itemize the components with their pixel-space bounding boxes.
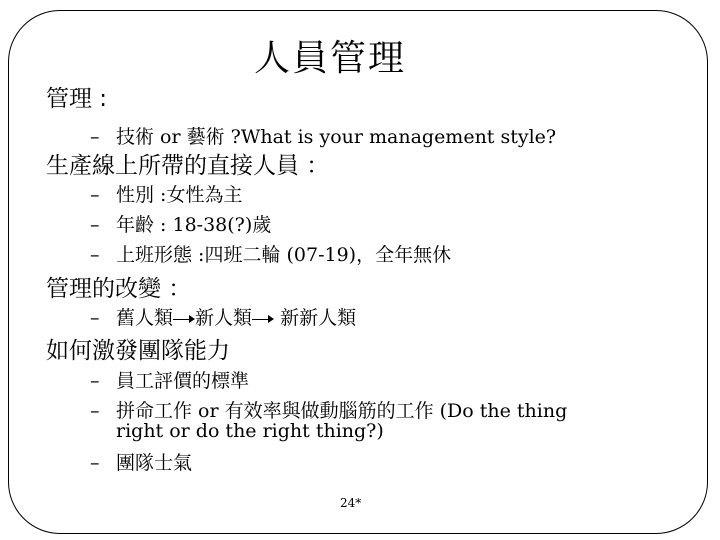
bullet-item bbox=[90, 210, 271, 237]
item-text: 拼命工作 or 有效率與做動腦筋的工作 (Do the thing bbox=[116, 400, 568, 422]
bullet-dash: – bbox=[90, 370, 100, 392]
item-text: 技術 or 藝術 ?What is your management style? bbox=[116, 126, 557, 148]
bullet-item-flow bbox=[90, 303, 356, 330]
item-text: 上班形態 :四班二輪 (07-19)，全年無休 bbox=[116, 244, 452, 266]
item-text: 性別 :女性為主 bbox=[116, 184, 243, 206]
flow-step: 新新人類 bbox=[280, 307, 357, 329]
heading-direct-staff: 生產線上所帶的直接人員 ： bbox=[46, 153, 330, 179]
heading-team-ability: 如何激發團隊能力 bbox=[46, 338, 230, 364]
flow-step: 新人類 bbox=[195, 307, 253, 329]
bullet-dash: – bbox=[90, 244, 100, 266]
bullet-dash: – bbox=[90, 126, 100, 148]
page-number: 24* bbox=[340, 496, 362, 510]
bullet-item bbox=[90, 240, 451, 267]
item-text: 年齡 : 18-38(?)歲 bbox=[116, 214, 272, 236]
bullet-item bbox=[90, 180, 242, 207]
bullet-dash: – bbox=[90, 214, 100, 236]
bullet-dash: – bbox=[90, 184, 100, 206]
bullet-dash: – bbox=[90, 400, 100, 422]
item-continuation: right or do the right thing?) bbox=[116, 420, 384, 442]
item-text: 員工評價的標準 bbox=[116, 370, 250, 392]
slide-title: 人員管理 bbox=[253, 38, 406, 79]
heading-management: 管理 : bbox=[46, 86, 108, 112]
bullet-dash: – bbox=[90, 307, 100, 329]
bullet-item bbox=[90, 396, 567, 423]
item-text: 團隊士氣 bbox=[116, 452, 193, 474]
bullet-item bbox=[90, 366, 249, 393]
bullet-dash: – bbox=[90, 452, 100, 474]
bullet-item bbox=[90, 448, 192, 475]
bullet-item bbox=[90, 122, 556, 149]
heading-management-change: 管理的改變 ： bbox=[46, 276, 192, 302]
flow-step: 舊人類 bbox=[116, 307, 174, 329]
